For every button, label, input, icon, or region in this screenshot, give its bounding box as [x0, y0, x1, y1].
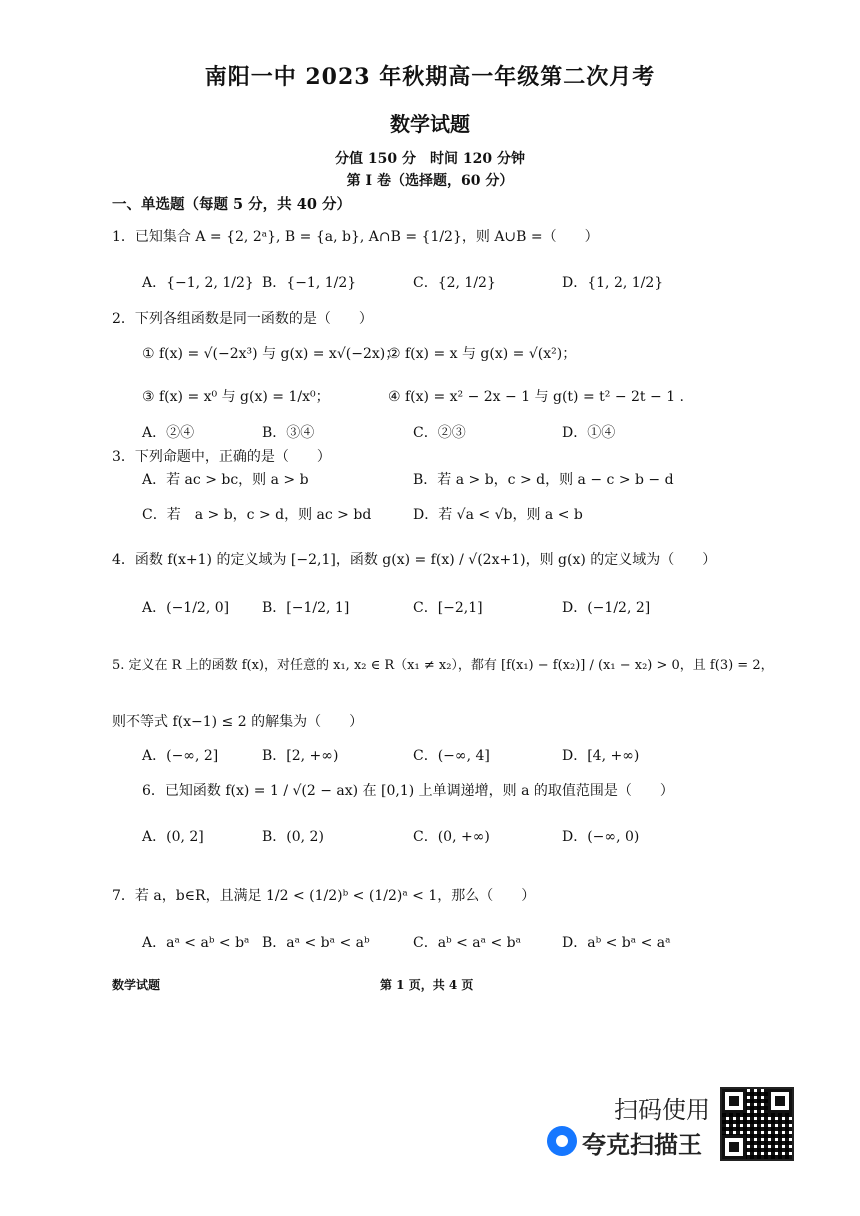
option-a: A．{−1, 2, 1/2} — [142, 275, 254, 291]
quark-logo-icon — [547, 1126, 577, 1156]
exam-meta: 分值 150 分 时间 120 分钟 — [335, 151, 525, 167]
question-stem: 2．下列各组函数是同一函数的是（ ） — [112, 311, 373, 327]
option-b: B．aᵃ < bᵃ < aᵇ — [262, 935, 370, 951]
question-stem: 1．已知集合 A = {2, 2ᵃ}, B = {a, b}, A∩B = {1/2}，则 A∪B =（ ） — [112, 229, 599, 245]
option-a: A．②④ — [142, 425, 195, 441]
option-c: C．{2, 1/2} — [413, 275, 496, 291]
option-c: C．②③ — [413, 425, 466, 441]
statement-2: ② f(x) = x 与 g(x) = √(x²)； — [388, 346, 577, 362]
exam-subtitle: 数学试题 — [390, 112, 470, 136]
option-b: B．③④ — [262, 425, 315, 441]
option-d: D．①④ — [562, 425, 616, 441]
option-a: A．(−1/2, 0] — [142, 600, 230, 616]
statement-4: ④ f(x) = x² − 2x − 1 与 g(t) = t² − 2t − 1 . — [388, 389, 684, 405]
option-b: B．(0, 2) — [262, 829, 324, 845]
option-b: B．[2, +∞) — [262, 748, 339, 764]
qr-code-icon[interactable] — [720, 1087, 794, 1161]
option-b: B．若 a > b，c > d，则 a − c > b − d — [413, 472, 674, 488]
question-stem-continued: 则不等式 f(x−1) ≤ 2 的解集为（ ） — [112, 714, 364, 730]
option-c: C．(−∞, 4] — [413, 748, 490, 764]
question-stem: 4．函数 f(x+1) 的定义域为 [−2,1]，函数 g(x) = f(x) / √(2x+1)，则 g(x) 的定义域为（ ） — [112, 552, 717, 568]
exam-title: 南阳一中 2023 年秋期高一年级第二次月考 — [204, 64, 656, 90]
option-d: D．若 √a < √b，则 a < b — [413, 507, 583, 523]
option-b: B．[−1/2, 1] — [262, 600, 350, 616]
option-d: D．[4, +∞) — [562, 748, 640, 764]
option-d: D．aᵇ < bᵃ < aᵃ — [562, 935, 671, 951]
scan-label: 扫码使用 — [614, 1096, 710, 1124]
section-heading: 一、单选题（每题 5 分，共 40 分） — [112, 196, 351, 213]
option-c: C．(0, +∞) — [413, 829, 490, 845]
option-b: B．{−1, 1/2} — [262, 275, 357, 291]
option-c: C．[−2,1] — [413, 600, 483, 616]
brand-name: 夸克扫描王 — [582, 1131, 702, 1159]
option-a: A．若 ac > bc，则 a > b — [142, 472, 309, 488]
option-c: C．aᵇ < aᵃ < bᵃ — [413, 935, 522, 951]
statement-1: ① f(x) = √(−2x³) 与 g(x) = x√(−2x)； — [142, 346, 400, 362]
option-d: D．{1, 2, 1/2} — [562, 275, 664, 291]
question-stem: 7．若 a，b∈R，且满足 1/2 < (1/2)ᵇ < (1/2)ᵃ < 1，那么（ ） — [112, 888, 536, 904]
exam-part: 第 I 卷（选择题，60 分） — [346, 173, 514, 189]
question-stem: 6．已知函数 f(x) = 1 / √(2 − ax) 在 [0,1) 上单调递增，则 a 的取值范围是（ ） — [142, 783, 674, 799]
question-stem: 5. 定义在 R 上的函数 f(x)，对任意的 x₁, x₂ ∈ R（x₁ ≠ x₂），都有 [f(x₁) − f(x₂)] / (x₁ − x₂) > 0，且 f(3) = 2， — [112, 658, 774, 673]
option-d: D．(−1/2, 2] — [562, 600, 651, 616]
option-a: A．aᵃ < aᵇ < bᵃ — [142, 935, 250, 951]
option-a: A．(0, 2] — [142, 829, 204, 845]
question-stem: 3．下列命题中，正确的是（ ） — [112, 449, 331, 465]
option-d: D．(−∞, 0) — [562, 829, 640, 845]
statement-3: ③ f(x) = x⁰ 与 g(x) = 1/x⁰； — [142, 389, 330, 405]
option-c: C．若 a > b，c > d，则 ac > bd — [142, 507, 372, 523]
page-number: 第 1 页，共 4 页 — [380, 978, 474, 992]
footer-left: 数学试题 — [112, 978, 161, 992]
option-a: A．(−∞, 2] — [142, 748, 219, 764]
